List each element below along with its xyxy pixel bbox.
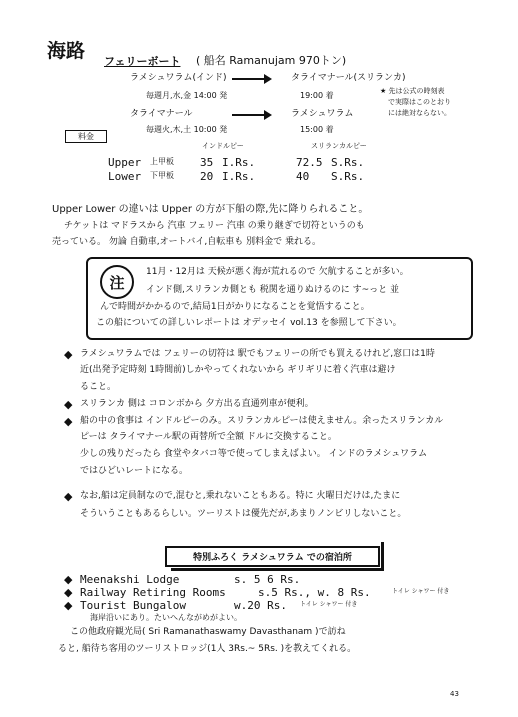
fare-inr-unit: I.Rs. xyxy=(222,156,256,169)
lodging-name: Tourist Bungalow xyxy=(80,599,186,612)
fare-inr-unit: I.Rs. xyxy=(222,170,256,183)
route2-days: 毎週火,木,土 10:00 発 xyxy=(146,125,228,134)
route2-arrow xyxy=(232,114,270,116)
bullet-line: なお,船は定員制なので,混むと,乗れないこともある。特に 火曜日だけは,たまに xyxy=(80,491,401,501)
schedule-note-line: で実際はこのとおり xyxy=(388,98,451,106)
bullet-line: ること。 xyxy=(80,382,117,392)
lodging-price: w.20 Rs. xyxy=(234,599,287,612)
ship-name: ( 船名 Ramanujam 970トン) xyxy=(196,54,347,67)
fare-class-name: Lower xyxy=(108,170,142,183)
bullet-icon: ◆ xyxy=(64,586,73,599)
fare-lkr-unit: S.Rs. xyxy=(331,156,365,169)
bullet-icon: ◆ xyxy=(64,599,73,612)
fare-class-jp: 下甲板 xyxy=(150,171,174,180)
bullet-line: 近(出発予定時刻 1時間前)しかやってくれないから ギリギリに着く汽車は避け xyxy=(80,365,396,375)
route1-days: 毎週月,水,金 14:00 発 xyxy=(146,91,228,100)
page-number: 43 xyxy=(450,690,459,698)
paragraph-line: 売っている。 勿論 自動車,オートバイ,自転車も 別料金で 乗れる。 xyxy=(52,237,321,247)
note-badge: 注 xyxy=(100,265,134,299)
lodging-beach-note: 海岸沿いにあり。たいへんながめがよい。 xyxy=(90,613,242,622)
bullet-line: ラメシュワラムでは フェリーの切符は 駅でもフェリーの所でも買えるけれど,窓口は1時 xyxy=(80,349,435,359)
currency-header-inr: インドルピー xyxy=(202,142,244,150)
paragraph-line: チケットは マドラスから 汽車 フェリー 汽車 の乗り継ぎで切符というのも xyxy=(64,221,365,231)
paragraph-line: Upper Lower の違いは Upper の方が下船の際,先に降りられること。 xyxy=(52,204,369,215)
route2-arrival: 15:00 着 xyxy=(300,125,334,134)
bullet-icon: ◆ xyxy=(64,348,73,361)
bullet-line: そういうこともあるらしい。ツーリストは優先だが,あまりノンビリしないこと。 xyxy=(80,509,407,519)
fare-inr-value: 35 xyxy=(200,156,214,169)
fare-lkr-value: 40 xyxy=(296,170,310,183)
route2-to: ラメシュワラム xyxy=(291,109,354,119)
note-line: 11月・12月は 天候が悪く海が荒れるので 欠航することが多い。 xyxy=(146,267,409,277)
note-line: この船についての詳しいレポートは オデッセイ vol.13 を参照して下さい。 xyxy=(96,318,402,328)
lodging-name: Meenakshi Lodge xyxy=(80,573,180,586)
schedule-note-line: には絶対ならない。 xyxy=(388,109,451,117)
note-line: インド側,スリランカ側とも 税関を通りぬけるのに す~っと 並 xyxy=(146,285,399,295)
fare-class-jp: 上甲板 xyxy=(150,157,174,166)
route1-arrow xyxy=(232,78,270,80)
fare-class-name: Upper xyxy=(108,156,142,169)
bullet-line: ピーは タライマナール駅の両替所で全額 ドルに交換すること。 xyxy=(80,432,337,442)
fare-inr-value: 20 xyxy=(200,170,214,183)
fare-lkr-unit: S.Rs. xyxy=(331,170,365,183)
route1-arrival: 19:00 着 xyxy=(300,91,334,100)
bullet-line: ではひどいレートになる。 xyxy=(80,466,189,476)
lodging-name: Railway Retiring Rooms xyxy=(80,586,226,599)
fares-label: 料金 xyxy=(65,130,107,143)
bullet-line: 船の中の食事は インドルピーのみ。スリランカルピーは使えません。余ったスリランカル xyxy=(80,416,444,426)
bullet-icon: ◆ xyxy=(64,573,73,586)
currency-header-lkr: スリランカルピー xyxy=(311,142,367,150)
bullet-icon: ◆ xyxy=(64,398,73,411)
lodging-footer-line: この他政府観光局( Sri Ramanathaswamy Davasthanam )で訪ね xyxy=(70,627,346,637)
fare-lkr-value: 72.5 xyxy=(296,156,323,169)
lodging-amenity-note: トイレ シャワー 付き xyxy=(300,601,358,608)
lodging-footer-line: ると, 船待ち客用のツーリストロッジ(1人 3Rs.~ 5Rs. )を教えてくれる。 xyxy=(58,644,357,654)
bullet-icon: ◆ xyxy=(64,415,73,428)
bullet-icon: ◆ xyxy=(64,490,73,503)
route2-from: タライマナール xyxy=(130,109,193,119)
note-line: んで時間がかかるので,結局1日がかりになることを覚悟すること。 xyxy=(100,302,370,312)
bullet-line: スリランカ 側は コロンボから 夕方出る直通列車が便利。 xyxy=(80,399,314,409)
lodging-banner: 特別ふろく ラメシュワラム での宿泊所 xyxy=(165,546,380,567)
ferry-heading: フェリーボート xyxy=(104,55,181,68)
page-title: 海路 xyxy=(47,40,86,62)
schedule-note-line: ★ 先は公式の時刻表 xyxy=(380,87,445,95)
route1-from: ラメシュワラム(インド) xyxy=(130,73,227,83)
lodging-price: s.5 Rs., w. 8 Rs. xyxy=(258,586,371,599)
bullet-line: 少しの残りだったら 食堂やタバコ等で使ってしまえばよい。 インドのラメシュワラム xyxy=(80,449,428,459)
lodging-amenity-note: トイレ シャワー 付き xyxy=(392,588,450,595)
route1-to: タライマナール(スリランカ) xyxy=(291,73,406,83)
lodging-price: s. 5 6 Rs. xyxy=(234,573,301,586)
